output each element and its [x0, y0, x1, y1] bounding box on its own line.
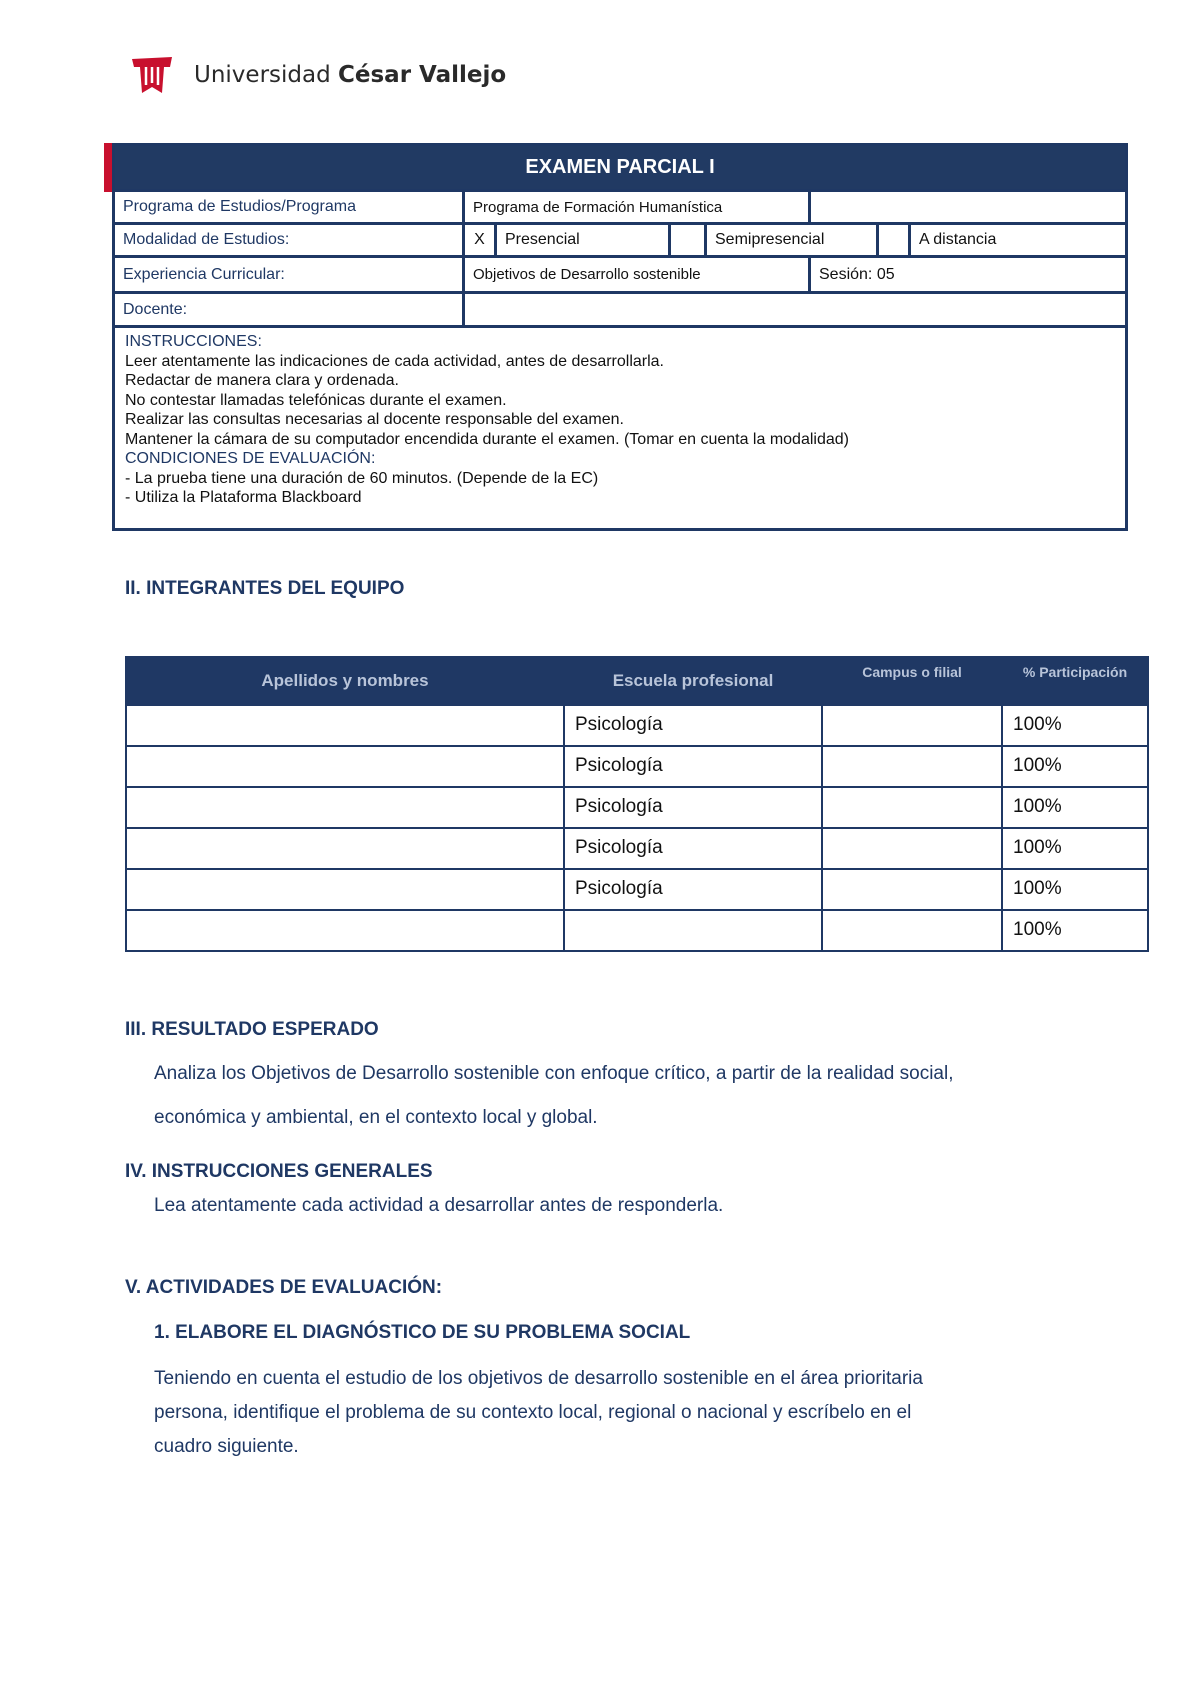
member-participation: 100% — [1002, 910, 1148, 951]
header-school: Escuela profesional — [564, 657, 822, 705]
condition-line: - Utiliza la Plataforma Blackboard — [125, 489, 362, 506]
instructions-heading: INSTRUCCIONES: — [125, 333, 262, 350]
programa-value: Programa de Formación Humanística — [465, 192, 811, 222]
section-5-title: V. ACTIVIDADES DE EVALUACIÓN: — [125, 1277, 443, 1298]
activity-1-line-3: cuadro siguiente. — [154, 1436, 299, 1457]
member-school: Psicología — [564, 787, 822, 828]
sesion-value: Sesión: 05 — [819, 265, 895, 283]
member-participation: 100% — [1002, 828, 1148, 869]
university-name — [194, 62, 506, 88]
logo-text-bold: César Vallejo — [338, 62, 507, 88]
docente-label: Docente: — [115, 294, 465, 325]
expected-result-line-2: económica y ambiental, en el contexto local y global. — [154, 1107, 598, 1128]
exam-title: EXAMEN PARCIAL I — [112, 143, 1128, 192]
activity-1-line-2: persona, identifique el problema de su contexto local, regional o nacional y escríbelo en el — [154, 1402, 912, 1423]
modalidad-row — [115, 225, 1125, 258]
docente-row — [115, 294, 1125, 328]
logo-text-regular: Universidad — [194, 62, 338, 88]
docente-value — [465, 294, 1125, 325]
member-name — [126, 705, 564, 746]
header-participation: % Participación — [1002, 657, 1148, 705]
instruction-line: Redactar de manera clara y ordenada. — [125, 372, 399, 389]
distancia-checkbox — [879, 225, 911, 255]
programa-row — [115, 192, 1125, 225]
semipresencial-label: Semipresencial — [707, 225, 879, 255]
conditions-heading: CONDICIONES DE EVALUACIÓN: — [125, 450, 376, 467]
ucv-shield-icon — [130, 55, 174, 95]
experiencia-row — [115, 258, 1125, 294]
programa-label: Programa de Estudios/Programa — [115, 192, 465, 222]
member-name — [126, 910, 564, 951]
member-campus — [822, 910, 1002, 951]
presencial-label: Presencial — [497, 225, 671, 255]
section-3-title: III. RESULTADO ESPERADO — [125, 1019, 379, 1040]
member-name — [126, 828, 564, 869]
instruction-line: No contestar llamadas telefónicas durante el examen. — [125, 391, 507, 409]
instruction-line: Leer atentamente las indicaciones de cada actividad, antes de desarrollarla. — [125, 352, 664, 370]
member-campus — [822, 705, 1002, 746]
table-row — [126, 705, 1148, 746]
section-4-title: IV. INSTRUCCIONES GENERALES — [125, 1161, 433, 1182]
member-school: Psicología — [564, 705, 822, 746]
member-participation: 100% — [1002, 705, 1148, 746]
header-names: Apellidos y nombres — [126, 657, 564, 705]
table-row — [126, 746, 1148, 787]
instruction-line: Realizar las consultas necesarias al docente responsable del examen. — [125, 411, 624, 428]
member-name — [126, 869, 564, 910]
table-row — [126, 787, 1148, 828]
university-logo — [130, 55, 506, 95]
presencial-checkbox: X — [465, 225, 497, 255]
modalidad-label: Modalidad de Estudios: — [115, 225, 465, 255]
exam-header-table — [112, 143, 1128, 531]
expected-result-line-1: Analiza los Objetivos de Desarrollo sostenible con enfoque crítico, a partir de la realidad social, — [154, 1063, 954, 1084]
member-campus — [822, 746, 1002, 787]
table-row — [126, 828, 1148, 869]
member-campus — [822, 787, 1002, 828]
team-table-header — [126, 657, 1148, 705]
programa-extra — [811, 192, 1125, 222]
semipresencial-checkbox — [671, 225, 707, 255]
member-name — [126, 746, 564, 787]
instruction-line: Mantener la cámara de su computador encendida durante el examen. (Tomar en cuenta la modalidad) — [125, 430, 849, 448]
distancia-label: A distancia — [919, 231, 997, 248]
member-participation: 100% — [1002, 787, 1148, 828]
condition-line: - La prueba tiene una duración de 60 minutos. (Depende de la EC) — [125, 469, 599, 487]
member-school — [564, 910, 822, 951]
instructions-block — [115, 328, 1125, 528]
experiencia-label: Experiencia Curricular: — [115, 258, 465, 291]
section-2-title: II. INTEGRANTES DEL EQUIPO — [125, 578, 405, 599]
member-campus — [822, 828, 1002, 869]
member-name — [126, 787, 564, 828]
header-campus: Campus o filial — [822, 657, 1002, 705]
member-campus — [822, 869, 1002, 910]
activity-1-title: 1. ELABORE EL DIAGNÓSTICO DE SU PROBLEMA SOCIAL — [154, 1322, 691, 1343]
team-table — [125, 656, 1149, 952]
member-participation: 100% — [1002, 746, 1148, 787]
table-row — [126, 910, 1148, 951]
activity-1-line-1: Teniendo en cuenta el estudio de los objetivos de desarrollo sostenible en el área prioritaria — [154, 1368, 923, 1389]
member-school: Psicología — [564, 746, 822, 787]
table-row — [126, 869, 1148, 910]
experiencia-value: Objetivos de Desarrollo sostenible — [465, 258, 811, 291]
member-school: Psicología — [564, 828, 822, 869]
general-instructions-text: Lea atentamente cada actividad a desarrollar antes de responderla. — [154, 1195, 724, 1216]
member-school: Psicología — [564, 869, 822, 910]
member-participation: 100% — [1002, 869, 1148, 910]
